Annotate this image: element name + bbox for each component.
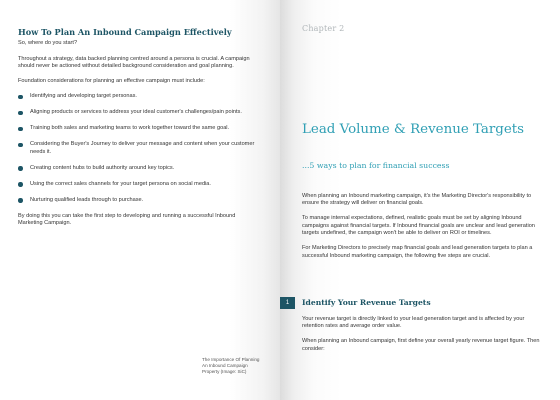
bullet-icon: [18, 182, 23, 187]
closing-paragraph: By doing this you can take the first step to developing and running a successful Inbound Marketing Campaign.: [18, 212, 236, 227]
list-item: [18, 109, 258, 116]
list-item-text: Nurturing qualified leads through to purchase.: [30, 196, 144, 203]
list-item-text: Identifying and developing target personas.: [30, 93, 137, 100]
step-body: [302, 316, 540, 361]
list-item-text: Aligning products or services to address your ideal customer's challenges/pain points.: [30, 109, 242, 116]
step-number-badge: 1: [280, 297, 295, 309]
intro-paragraph: For Marketing Directors to precisely map financial goals and lead generation targets to plan a successful Inbound marketing campaign, the following five steps are crucial.: [302, 245, 533, 259]
bullet-icon: [18, 143, 23, 148]
list-item-text: Training both sales and marketing teams to work together toward the same goal.: [30, 125, 230, 132]
bullet-icon: [18, 95, 23, 100]
bullet-icon: [18, 198, 23, 203]
bullet-icon: [18, 166, 23, 171]
step-paragraph: Your revenue target is directly linked to your lead generation target and is affected by your retention rates and average order value.: [302, 316, 525, 330]
foundation-list: [18, 93, 258, 204]
foundation-intro: Foundation considerations for planning an effective campaign must include:: [18, 78, 205, 85]
bullet-icon: [18, 127, 23, 132]
chapter-subtitle: ...5 ways to plan for financial success: [302, 161, 450, 170]
step-title: Identify Your Revenue Targets: [302, 298, 431, 307]
chapter-intro: [302, 193, 540, 268]
intro-paragraph: When planning an Inbound marketing campaign, it's the Marketing Director's responsibility to ensure the strategy will deliver on financial goals.: [302, 193, 532, 207]
list-item: [18, 181, 258, 188]
image-caption: The Importance Of Planning An Inbound Campaign Property (Image: SiC): [202, 357, 260, 374]
step-heading: [280, 297, 540, 309]
list-item: [18, 93, 258, 100]
step-paragraph: When planning an Inbound campaign, first define your overall yearly revenue target figure. Then consider:: [302, 338, 540, 352]
intro-question: So, where do you start?: [18, 40, 78, 46]
list-item-text: Creating content hubs to build authority around key topics.: [30, 164, 175, 171]
intro-paragraph: To manage internal expectations, defined, realistic goals must be set by aligning Inbound campaigns against financial targets. If Inbound financial goals are unclear and lead generation targets undefined, the campaign won't be able to deliver on ROI or timelines.: [302, 215, 535, 237]
bullet-icon: [18, 111, 23, 116]
left-page-title: How To Plan An Inbound Campaign Effectively: [18, 27, 232, 37]
list-item-text: Using the correct sales channels for your target persona on social media.: [30, 180, 211, 187]
list-item: [18, 141, 258, 156]
chapter-title: Lead Volume & Revenue Targets: [302, 122, 525, 137]
list-item: [18, 165, 258, 172]
list-item-text: Considering the Buyer's Journey to deliver your message and content when your customer needs it.: [30, 141, 255, 155]
chapter-label: Chapter 2: [302, 24, 345, 33]
list-item: [18, 197, 258, 204]
left-page-body: [18, 40, 258, 235]
list-item: [18, 125, 258, 132]
strategy-paragraph: Throughout a strategy, data backed planning centred around a persona is crucial. A campaign should never be actioned without detailed background consideration and goal planning.: [18, 55, 250, 70]
